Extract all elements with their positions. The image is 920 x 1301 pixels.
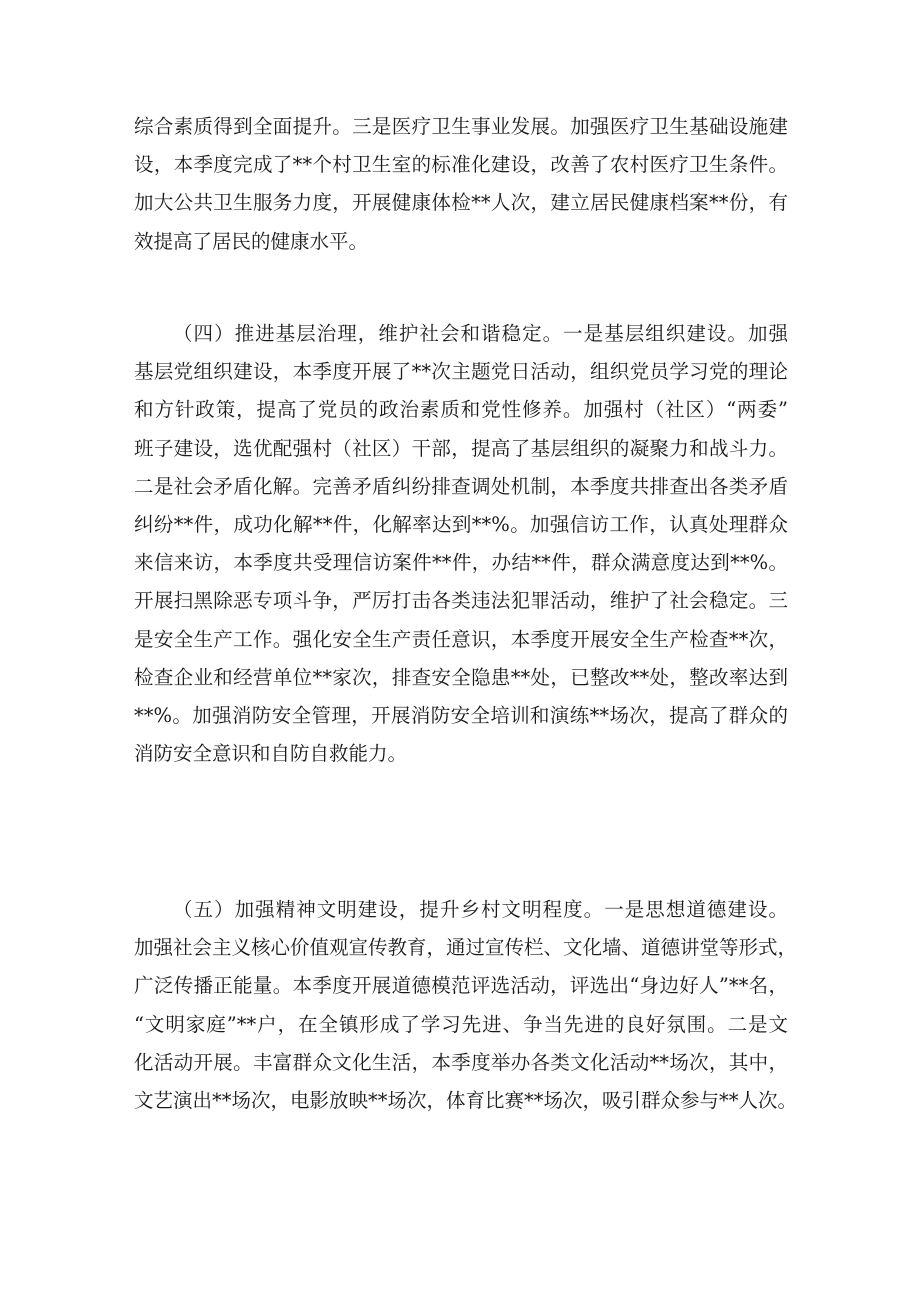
paragraph-1 [134,108,788,261]
paragraph-line: 消防安全意识和自防自救能力。 [134,742,408,766]
paragraph-line: 文艺演出**场次，电影放映**场次，体育比赛**场次，吸引群众参与**人次。 [134,1088,798,1112]
paragraph-line: 和方针政策，提高了党员的政治素质和党性修养。加强村（社区）“两委” [134,398,788,422]
paragraph-line: 纠纷**件，成功化解**件，化解率达到**%。加强信访工作，认真处理群众 [134,512,788,536]
paragraph-line: 加强社会主义核心价值观宣传教育，通过宣传栏、文化墙、道德讲堂等形式， [134,936,798,960]
paragraph-line: 综合素质得到全面提升。三是医疗卫生事业发展。加强医疗卫生基础设施建 [134,115,788,138]
paragraph-line: 加大公共卫生服务力度，开展健康体检**人次，建立居民健康档案**份，有 [134,191,788,215]
paragraph-line: 基层党组织建设，本季度开展了**次主题党日活动，组织党员学习党的理论 [134,360,788,384]
paragraph-line: 广泛传播正能量。本季度开展道德模范评选活动，评选出“身边好人”**名， [134,974,788,998]
paragraph-line: 是安全生产工作。强化安全生产责任意识，本季度开展安全生产检查**次， [134,627,788,651]
paragraph-line: 检查企业和经营单位**家次，排查安全隐患**处，已整改**处，整改率达到 [134,665,788,689]
section-five-heading-line: （五）加强精神文明建设，提升乡村文明程度。一是思想道德建设。 [173,898,788,921]
paragraph-line: 开展扫黑除恶专项斗争，严厉打击各类违法犯罪活动，维护了社会稳定。三 [134,589,788,613]
paragraph-line: 设，本季度完成了**个村卫生室的标准化建设，改善了农村医疗卫生条件。 [134,153,788,177]
section-four-heading-line: （四）推进基层治理，维护社会和谐稳定。一是基层组织建设。加强 [173,322,788,345]
paragraph-line: **%。加强消防安全管理，开展消防安全培训和演练**场次，提高了群众的 [134,703,788,727]
paragraph-3-section-five [134,891,798,1120]
paragraph-line: “文明家庭”**户，在全镇形成了学习先进、争当先进的良好氛围。二是文 [134,1012,788,1036]
paragraph-line: 效提高了居民的健康水平。 [134,229,369,253]
paragraph-line: 二是社会矛盾化解。完善矛盾纠纷排查调处机制，本季度共排查出各类矛盾 [134,474,788,498]
paragraph-2-section-four [134,315,788,773]
paragraph-line: 化活动开展。丰富群众文化生活，本季度举办各类文化活动**场次，其中， [134,1050,788,1074]
paragraph-line: 来信来访，本季度共受理信访案件**件，办结**件，群众满意度达到**%。 [134,551,788,575]
paragraph-line: 班子建设，选优配强村（社区）干部，提高了基层组织的凝聚力和战斗力。 [134,436,788,460]
